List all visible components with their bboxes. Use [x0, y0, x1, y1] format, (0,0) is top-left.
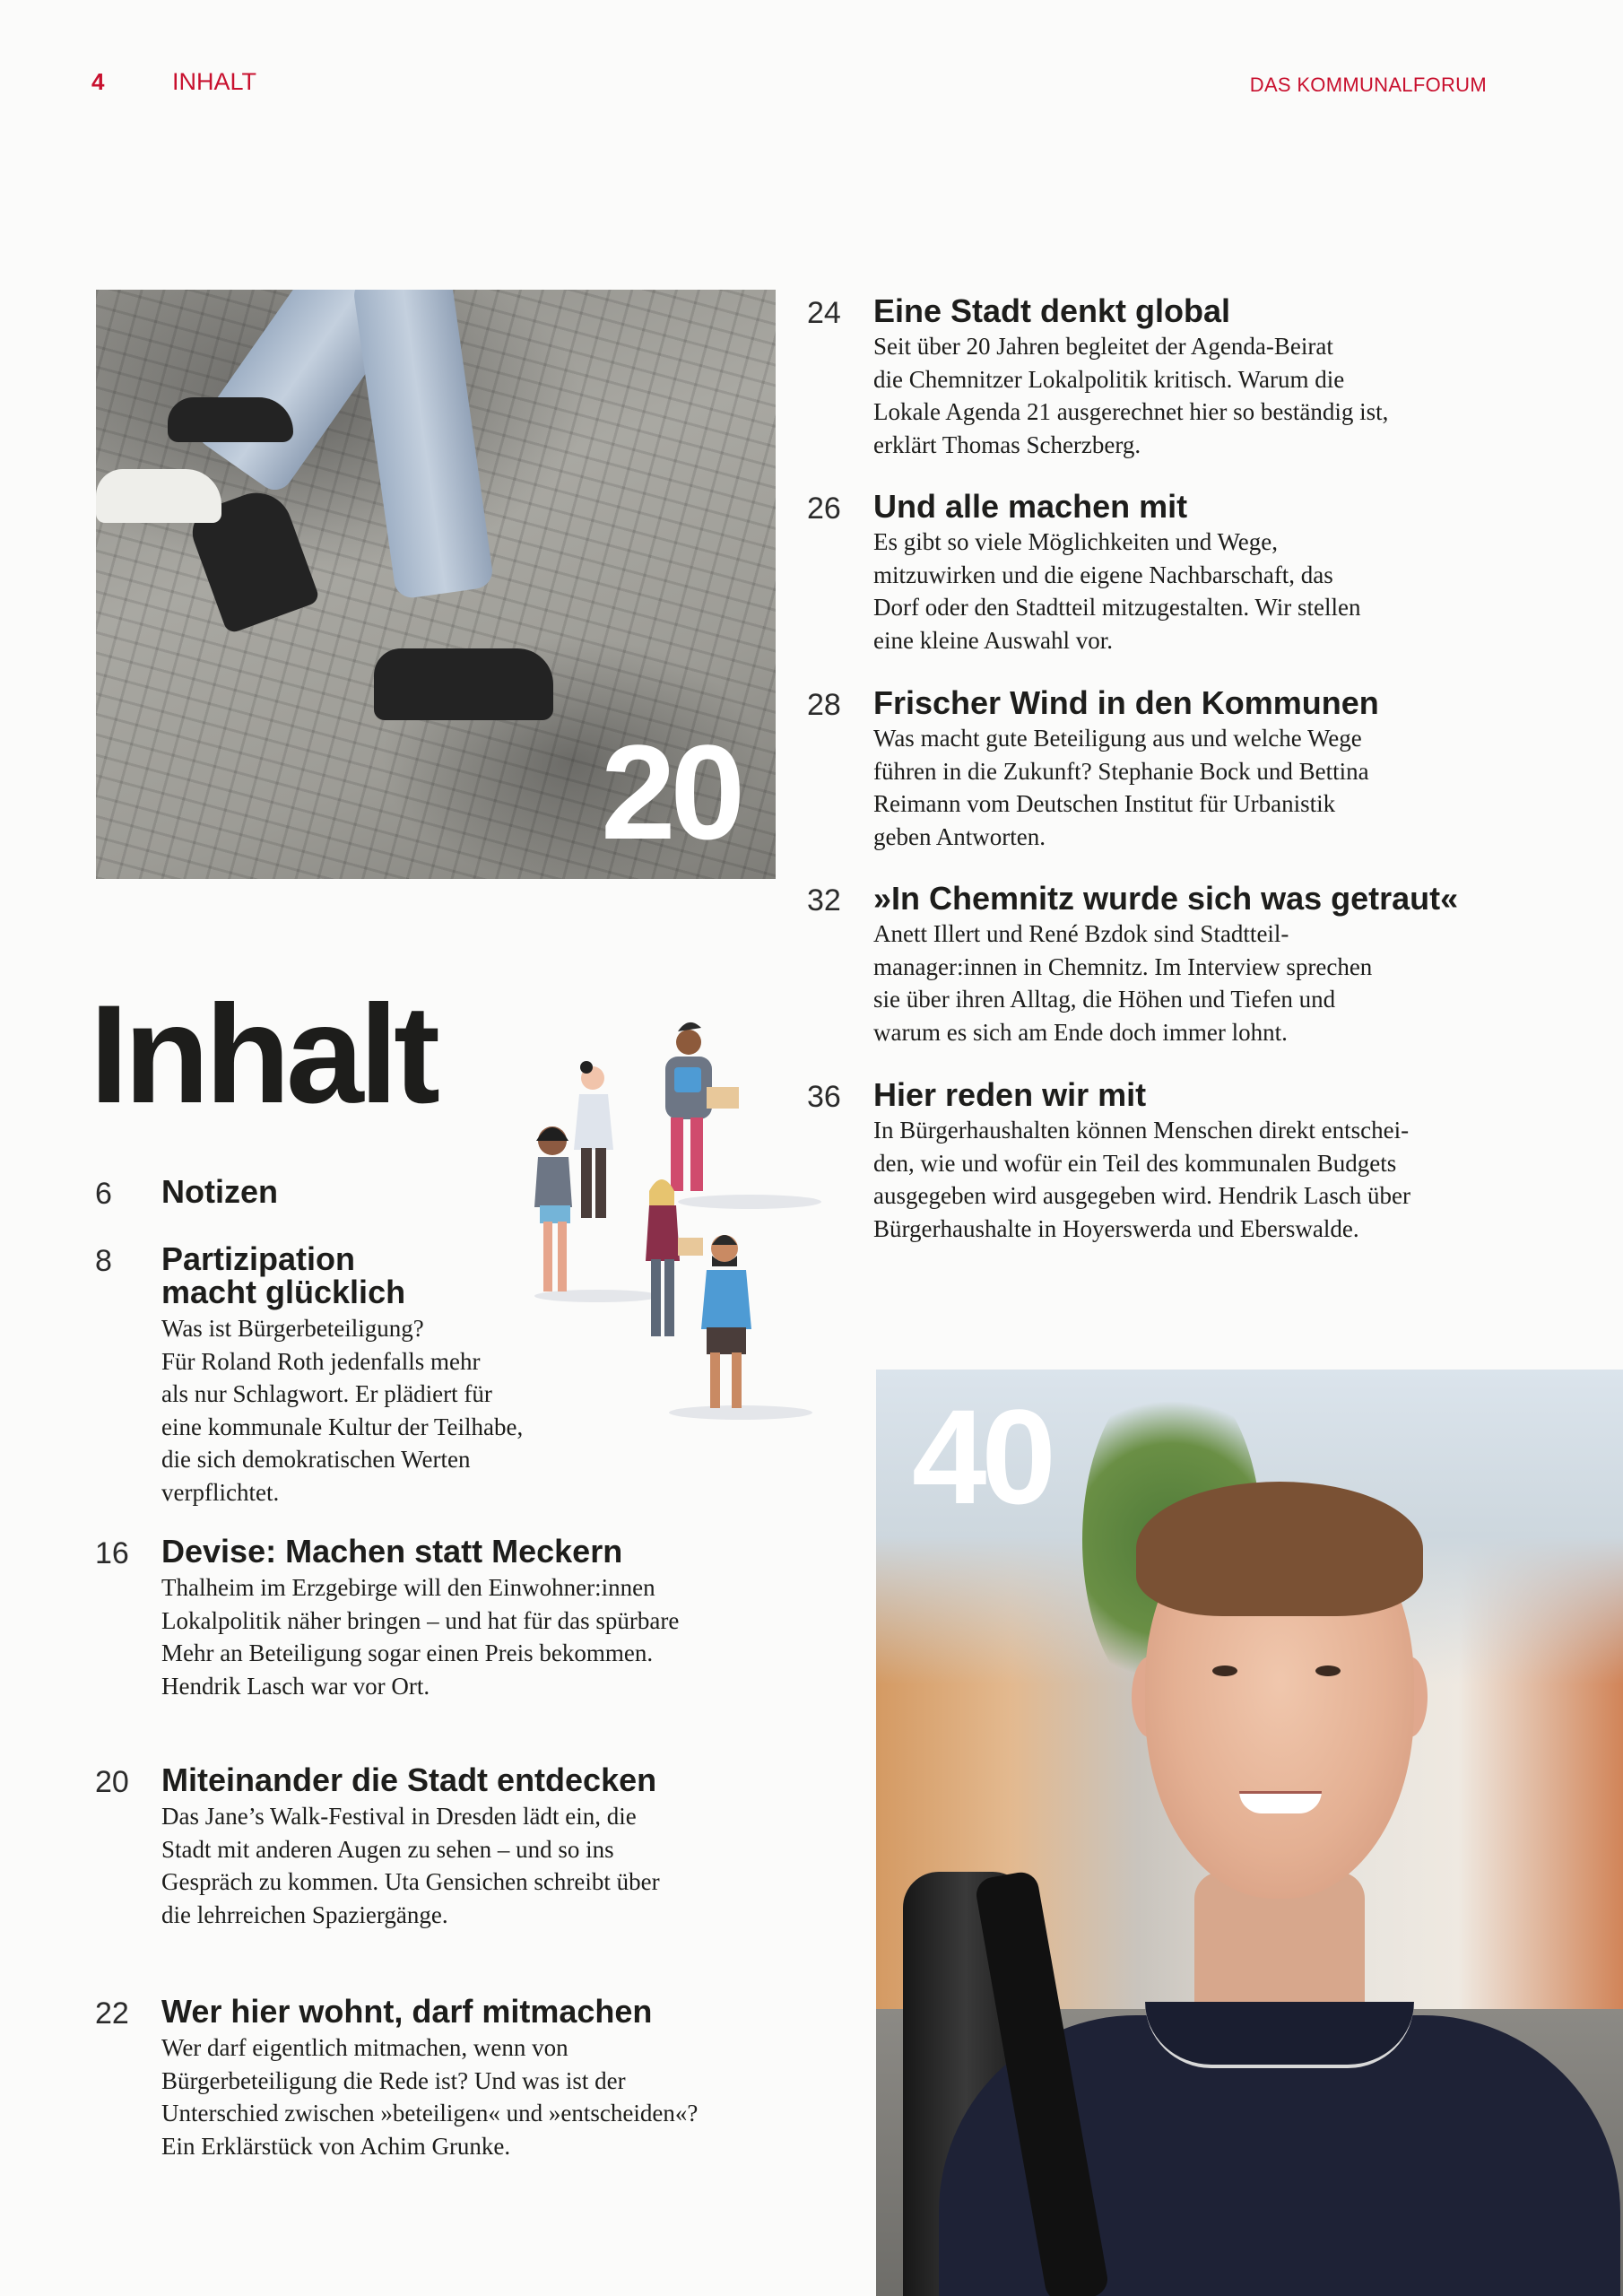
toc-title: Frischer Wind in den Kommunen: [873, 684, 1379, 721]
toc-page-number: 26: [807, 491, 841, 526]
walking-feet-photo: [96, 290, 776, 879]
toc-title: Wer hier wohnt, darf mitmachen: [161, 1993, 653, 2030]
toc-title-line: Partizipation: [161, 1240, 356, 1277]
toc-title: Und alle machen mit: [873, 488, 1188, 525]
toc-page-number: 16: [95, 1536, 129, 1570]
magazine-name: DAS KOMMUNALFORUM: [1249, 74, 1487, 96]
toc-description: Thalheim im Erzgebirge will den Einwohner:innen Lokalpolitik näher bringen – und hat für das spürbare Mehr an Beteiligung sogar einen Preis bekommen. Hendrik Lasch war vor Ort.: [161, 1574, 680, 1700]
toc-title: Devise: Machen statt Meckern: [161, 1533, 623, 1570]
toc-page-number: 22: [95, 1996, 129, 2031]
toc-title: Hier reden wir mit: [873, 1076, 1147, 1113]
toc-page-number: 36: [807, 1080, 841, 1114]
toc-page-number: 28: [807, 688, 841, 722]
toc-page-number: 24: [807, 296, 841, 330]
toc-title: Miteinander die Stadt entdecken: [161, 1761, 657, 1798]
toc-description: Was ist Bürgerbeteiligung? Für Roland Roth jedenfalls mehr als nur Schlagwort. Er plädiert für eine kommunale Kultur der Teilhabe, die sich demokratischen Werten verpflichtet.: [161, 1315, 524, 1506]
portrait-photo: [876, 1370, 1623, 2296]
page-title: Inhalt: [90, 977, 436, 1133]
toc-description: In Bürgerhaushalten können Menschen direkt entschei- den, wie und wofür ein Teil des kommunalen Budgets ausgegeben wird ausgegeben wird. Hendrik Lasch über Bürgerhaushalte in Hoyerswerda und Eberswalde.: [873, 1117, 1411, 1242]
people-illustration: [516, 1013, 839, 1435]
page-number: 4: [91, 68, 105, 95]
toc-page-number: 32: [807, 883, 841, 918]
toc-description: Das Jane’s Walk-Festival in Dresden lädt ein, die Stadt mit anderen Augen zu sehen – und so ins Gespräch zu kommen. Uta Gensichen schreibt über die lehrreichen Spaziergänge.: [161, 1803, 660, 1928]
toc-description: Wer darf eigentlich mitmachen, wenn von Bürgerbeteiligung die Rede ist? Und was ist der Unterschied zwischen »beteiligen« und »entscheiden«? Ein Erklärstück von Achim Grunke.: [161, 2034, 699, 2160]
photo-page-number-20: 20: [601, 717, 740, 867]
toc-title: [161, 1242, 405, 1309]
toc-page-number: 8: [95, 1244, 112, 1278]
toc-description: Es gibt so viele Möglichkeiten und Wege, mitzuwirken und die eigene Nachbarschaft, das Dorf oder den Stadtteil mitzugestalten. Wir stellen eine kleine Auswahl vor.: [873, 528, 1361, 654]
toc-title: Eine Stadt denkt global: [873, 292, 1231, 329]
toc-title: »In Chemnitz wurde sich was getraut«: [873, 880, 1459, 917]
toc-title: Notizen: [161, 1173, 278, 1210]
section-label: INHALT: [172, 68, 257, 95]
toc-title-line: macht glücklich: [161, 1274, 406, 1310]
toc-description: Anett Illert und René Bzdok sind Stadtteil- manager:innen in Chemnitz. Im Interview sprechen sie über ihren Alltag, die Höhen und Tiefen und warum es sich am Ende doch immer lohnt.: [873, 920, 1373, 1046]
toc-page-number: 6: [95, 1177, 112, 1211]
toc-description: Seit über 20 Jahren begleitet der Agenda-Beirat die Chemnitzer Lokalpolitik kritisch. Warum die Lokale Agenda 21 ausgerechnet hier so beständig ist, erklärt Thomas Scherzberg.: [873, 333, 1389, 458]
toc-page-number: 20: [95, 1765, 129, 1799]
toc-description: Was macht gute Beteiligung aus und welche Wege führen in die Zukunft? Stephanie Bock und Bettina Reimann vom Deutschen Institut für Urbanistik geben Antworten.: [873, 725, 1369, 850]
photo-page-number-40: 40: [912, 1381, 1051, 1532]
